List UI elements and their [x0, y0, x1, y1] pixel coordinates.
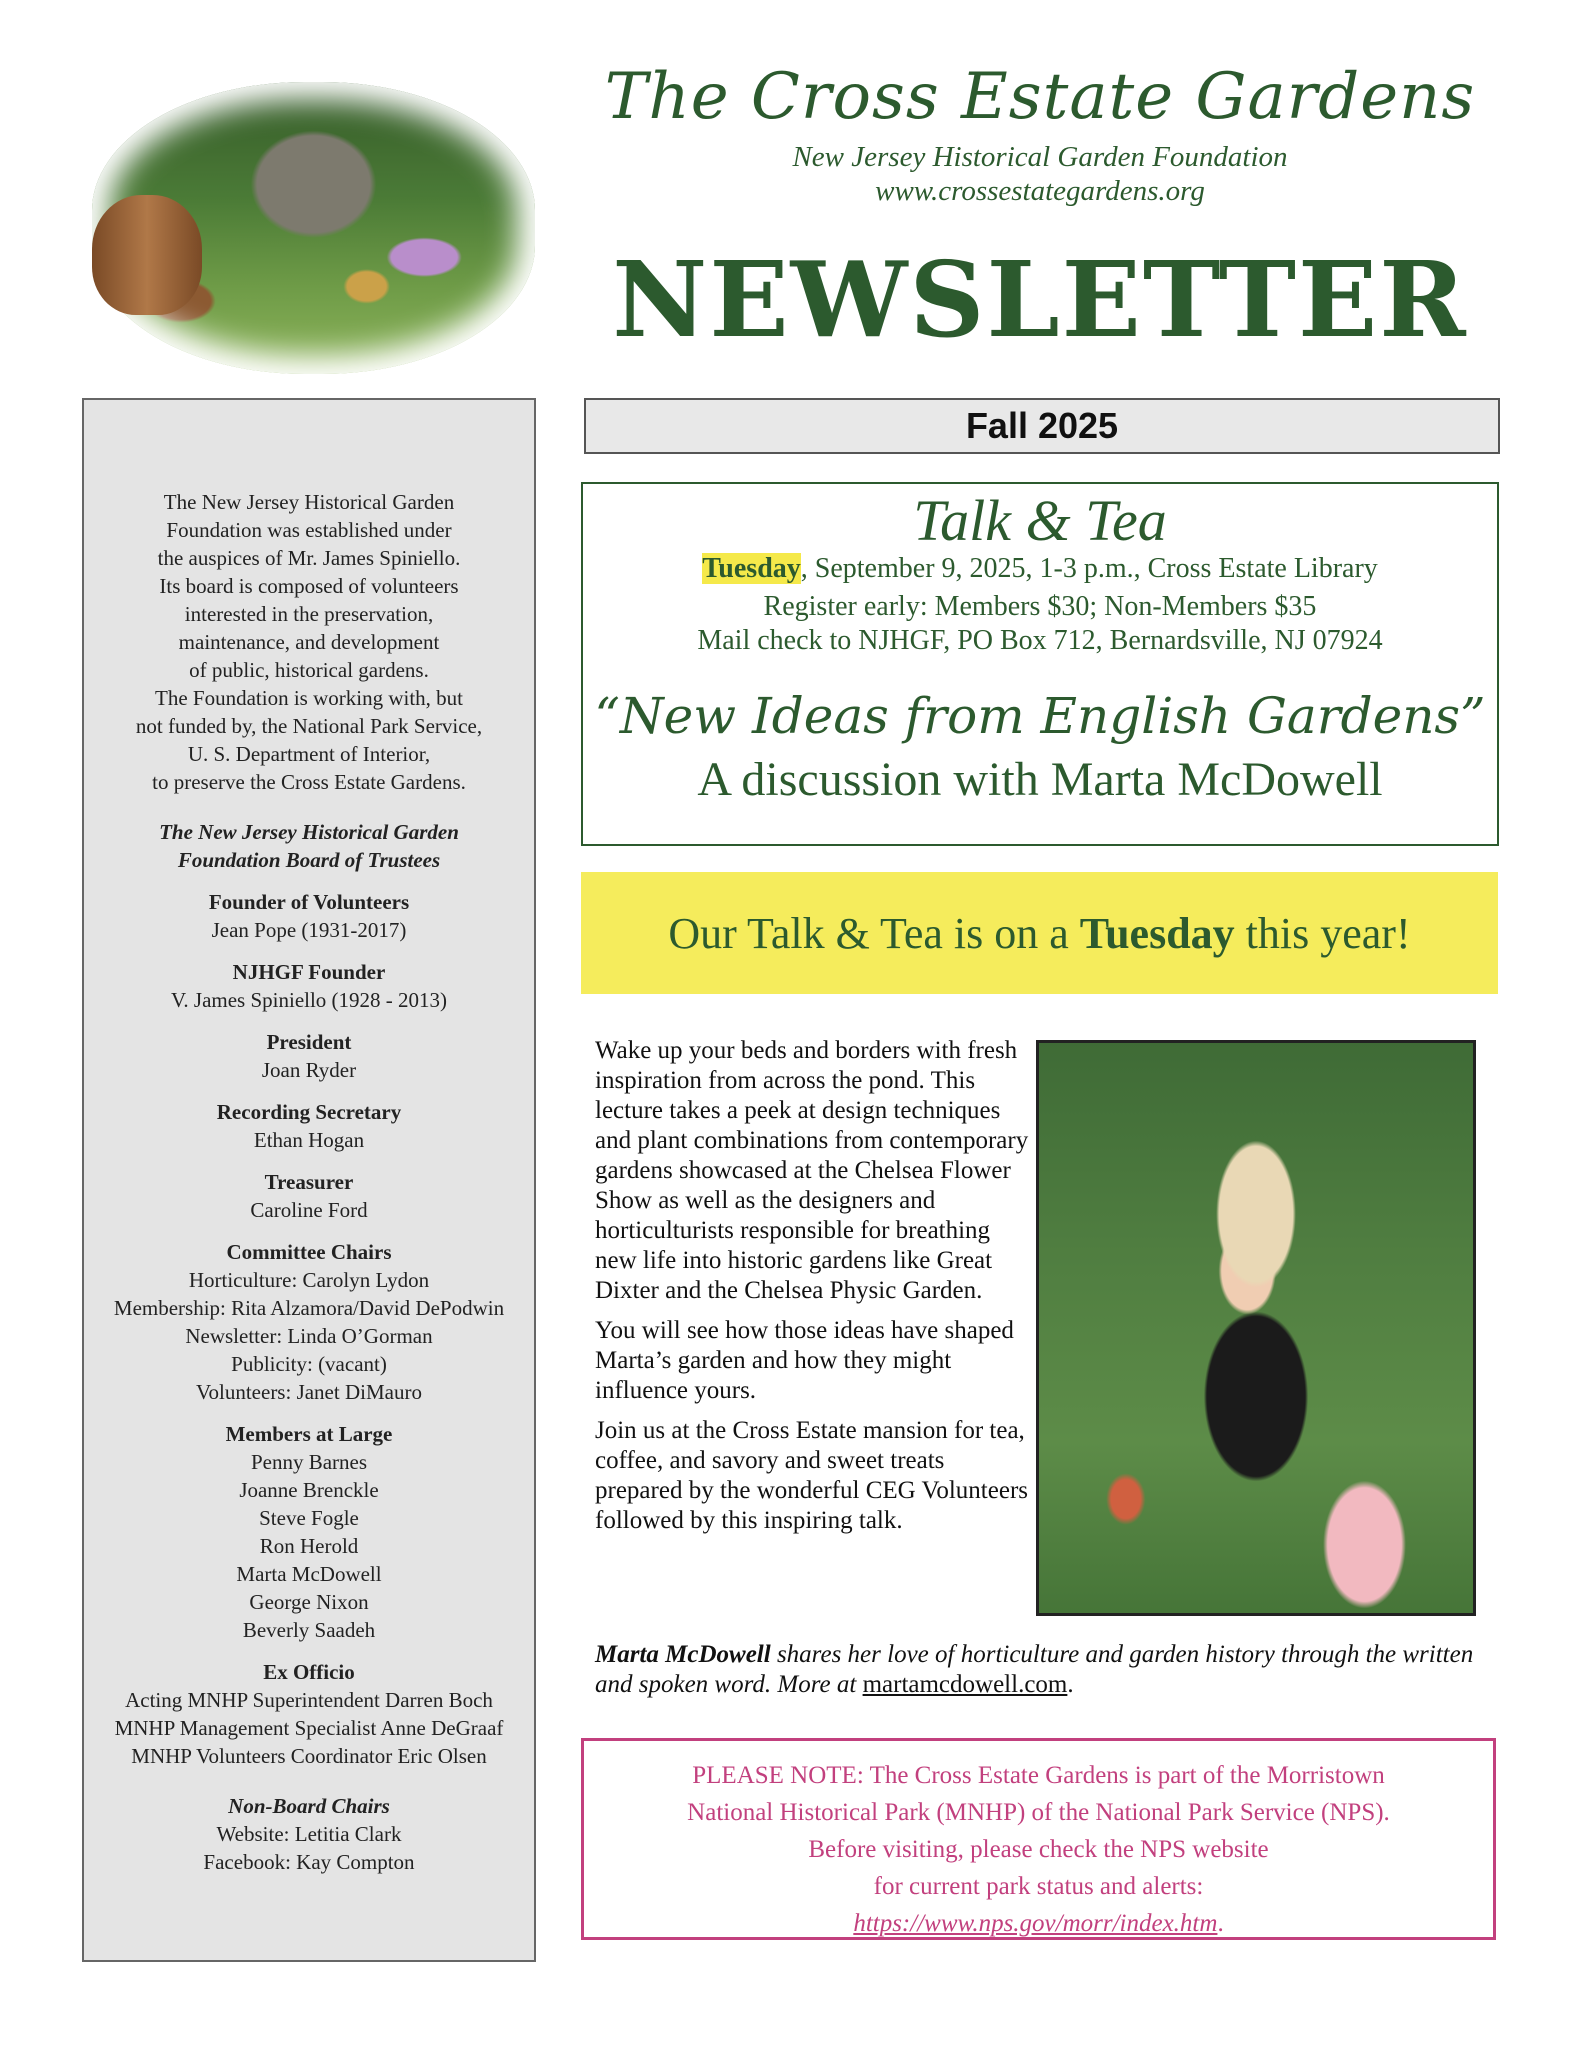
- group-heading: Treasurer: [264, 1170, 354, 1194]
- group-item: Steve Fogle: [259, 1506, 359, 1530]
- group-item: Website: Letitia Clark: [216, 1822, 402, 1846]
- please-note-box: [581, 1738, 1496, 1940]
- talk-register: Register early: Members $30; Non-Members $35: [763, 591, 1317, 622]
- bio-end: .: [1067, 1671, 1074, 1698]
- intro-line: of public, historical gardens.: [189, 658, 429, 682]
- body-paragraph: Join us at the Cross Estate mansion for tea, coffee, and savory and sweet treats prepared by the wonderful CEG Volunteers followed by this inspiring talk.: [595, 1417, 1028, 1534]
- intro-line: U. S. Department of Interior,: [187, 742, 431, 766]
- talk-date-rest: , September 9, 2025, 1-3 p.m., Cross Estate Library: [800, 553, 1378, 584]
- intro-line: not funded by, the National Park Service,: [135, 714, 483, 738]
- speaker-name: Marta McDowell: [595, 1641, 771, 1668]
- tuesday-banner: [581, 872, 1498, 994]
- board-group: [84, 958, 534, 1014]
- note-line: Before visiting, please check the NPS website: [808, 1836, 1269, 1863]
- group-item: Joanne Brenckle: [239, 1478, 379, 1502]
- group-heading: Committee Chairs: [226, 1240, 392, 1264]
- talk-tea-box: [581, 482, 1499, 846]
- intro-line: The New Jersey Historical Garden: [163, 490, 455, 514]
- intro-line: interested in the preservation,: [184, 602, 434, 626]
- board-heading-line: Foundation Board of Trustees: [177, 848, 441, 872]
- talk-mail: Mail check to NJHGF, PO Box 712, Bernardsville, NJ 07924: [697, 625, 1383, 656]
- sidebar-board-list: [82, 398, 536, 1962]
- group-heading: Founder of Volunteers: [208, 890, 410, 914]
- group-item: Joan Ryder: [261, 1058, 357, 1082]
- group-item: Volunteers: Janet DiMauro: [196, 1380, 422, 1404]
- board-group: [84, 1168, 534, 1224]
- intro-line: The Foundation is working with, but: [155, 686, 463, 710]
- group-heading: NJHGF Founder: [232, 960, 386, 984]
- banner-text-end: this year!: [1234, 908, 1411, 958]
- group-item: Beverly Saadeh: [242, 1618, 376, 1642]
- group-item: Ethan Hogan: [253, 1128, 365, 1152]
- group-item: MNHP Management Specialist Anne DeGraaf: [114, 1716, 504, 1740]
- group-item: Jean Pope (1931-2017): [211, 918, 407, 942]
- intro-line: Foundation was established under: [166, 518, 452, 542]
- note-link-line: [584, 1905, 1493, 1942]
- board-heading: [84, 818, 534, 874]
- intro-line: maintenance, and development: [178, 630, 440, 654]
- group-item: Marta McDowell: [236, 1562, 382, 1586]
- board-group: [84, 888, 534, 944]
- org-name: New Jersey Historical Garden Foundation: [792, 141, 1288, 173]
- group-item: Acting MNHP Superintendent Darren Boch: [125, 1688, 493, 1712]
- non-board-group: [84, 1792, 534, 1876]
- group-heading: Members at Large: [225, 1422, 393, 1446]
- newsletter-heading: NEWSLETTER: [612, 238, 1468, 361]
- board-group: [84, 1658, 534, 1770]
- note-line: for current park status and alerts:: [873, 1873, 1204, 1900]
- group-heading: Non-Board Chairs: [228, 1794, 390, 1818]
- group-item: Facebook: Kay Compton: [203, 1850, 415, 1874]
- speaker-bio: [595, 1640, 1495, 1700]
- garden-urn-image: [92, 195, 202, 315]
- season-label: Fall 2025: [584, 398, 1500, 454]
- talk-quote: “New Ideas from English Gardens”: [594, 687, 1486, 745]
- website-url: www.crossestategardens.org: [875, 175, 1205, 207]
- intro-line: the auspices of Mr. James Spiniello.: [157, 546, 461, 570]
- body-paragraph: Wake up your beds and borders with fresh inspiration from across the pond. This lecture takes a peek at design techniques and plant combinations from contemporary gardens showcased at the Chelsea Flower Show as well as the designers and horticulturists responsible for breathing new life into historic gardens like Great Dixter and the Chelsea Physic Garden.: [595, 1037, 1029, 1304]
- talk-day-highlight: Tuesday: [702, 553, 801, 584]
- talk-discussion: A discussion with Marta McDowell: [697, 753, 1383, 806]
- talk-date: [583, 552, 1497, 586]
- banner-bold: Tuesday: [1079, 908, 1235, 958]
- intro-line: Its board is composed of volunteers: [159, 574, 459, 598]
- group-item: V. James Spiniello (1928 - 2013): [170, 988, 448, 1012]
- group-item: George Nixon: [249, 1590, 369, 1614]
- board-group: [84, 1420, 534, 1644]
- group-item: Membership: Rita Alzamora/David DePodwin: [113, 1296, 505, 1320]
- group-item: Penny Barnes: [250, 1450, 368, 1474]
- group-item: Caroline Ford: [250, 1198, 368, 1222]
- group-item: Ron Herold: [259, 1534, 359, 1558]
- group-heading: Ex Officio: [263, 1660, 355, 1684]
- group-heading: Recording Secretary: [216, 1100, 402, 1124]
- talk-title: Talk & Tea: [913, 488, 1167, 553]
- nps-website-link[interactable]: https://www.nps.gov/morr/index.htm: [853, 1910, 1218, 1937]
- group-item: Publicity: (vacant): [231, 1352, 387, 1376]
- group-item: Horticulture: Carolyn Lydon: [188, 1268, 430, 1292]
- speaker-photo: [1036, 1040, 1476, 1616]
- bio-text: shares her love of horticulture and garden history through the written and spoken word. More at: [595, 1641, 1474, 1698]
- note-line: PLEASE NOTE: The Cross Estate Gardens is part of the Morristown: [692, 1762, 1385, 1789]
- masthead-title: The Cross Estate Gardens: [604, 60, 1476, 134]
- banner-text: Our Talk & Tea is on a: [668, 908, 1080, 958]
- talk-description: [595, 1036, 1035, 1546]
- board-group: [84, 1028, 534, 1084]
- group-item: Newsletter: Linda O’Gorman: [185, 1324, 433, 1348]
- board-heading-line: The New Jersey Historical Garden: [159, 820, 459, 844]
- board-group: [84, 1098, 534, 1154]
- masthead-subtitle: [590, 140, 1490, 208]
- board-group: [84, 1238, 534, 1406]
- group-item: MNHP Volunteers Coordinator Eric Olsen: [131, 1744, 487, 1768]
- intro-line: to preserve the Cross Estate Gardens.: [152, 770, 466, 794]
- group-heading: President: [266, 1030, 352, 1054]
- body-paragraph: You will see how those ideas have shaped Marta’s garden and how they might influence yours.: [595, 1317, 1014, 1404]
- sidebar-intro: [84, 488, 534, 796]
- note-end: .: [1217, 1910, 1224, 1937]
- speaker-website-link[interactable]: martamcdowell.com: [862, 1671, 1068, 1698]
- note-line: National Historical Park (MNHP) of the National Park Service (NPS).: [687, 1799, 1390, 1826]
